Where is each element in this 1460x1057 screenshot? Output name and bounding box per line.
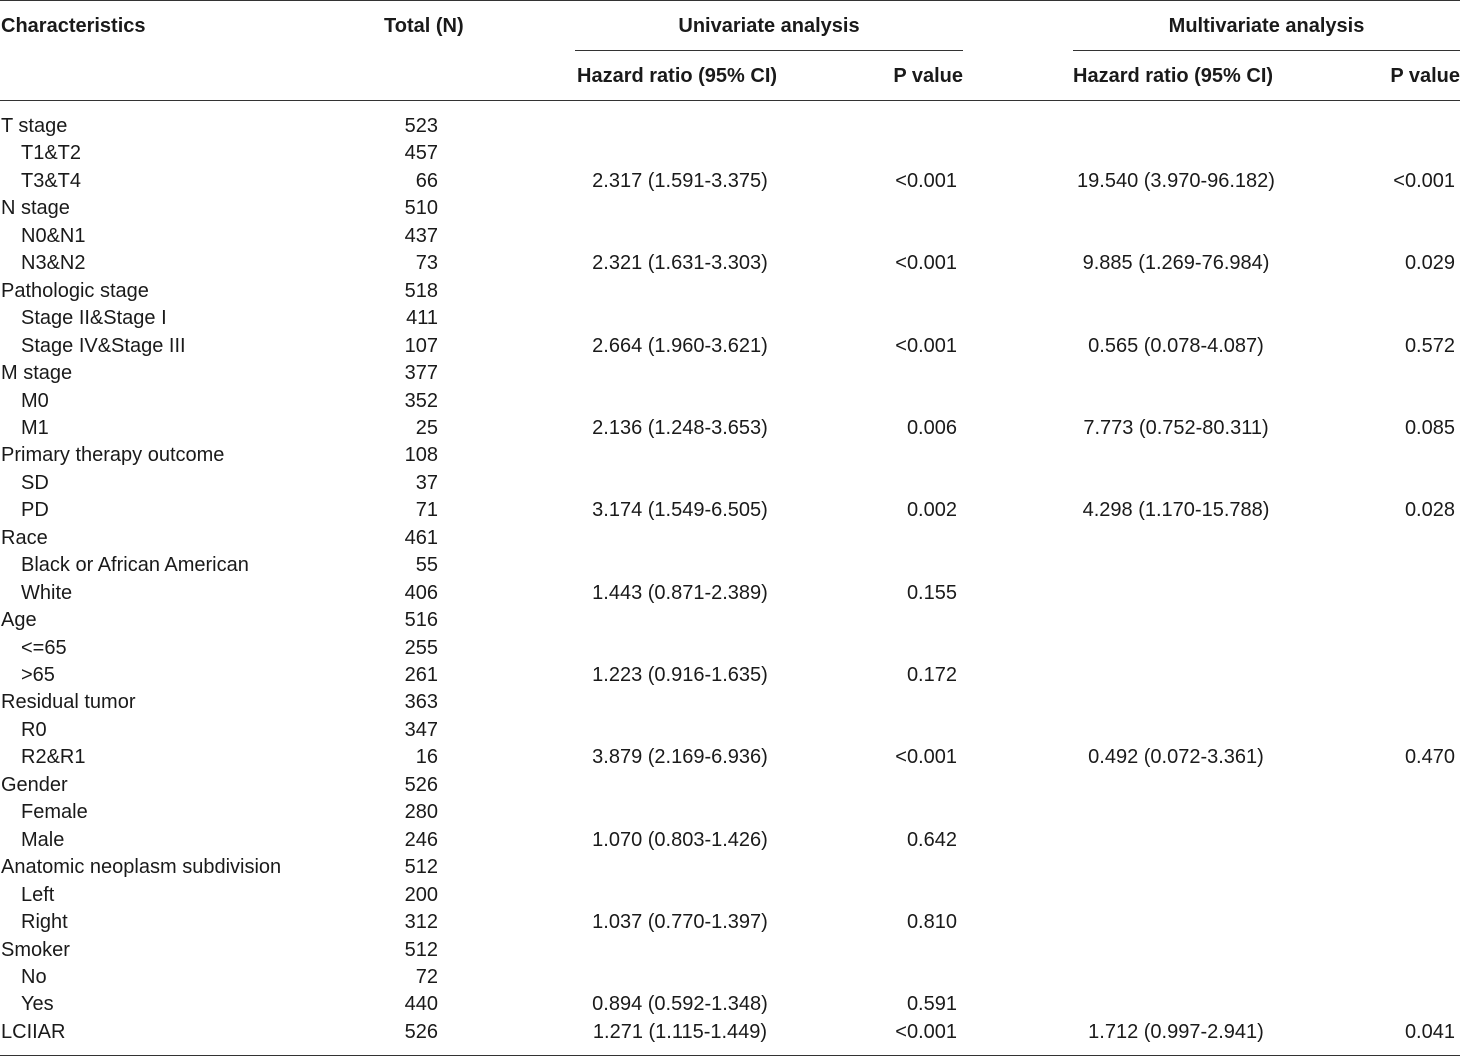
row-characteristic: >65: [21, 664, 55, 686]
row-multi-p-value: 0.029: [1404, 252, 1455, 274]
row-uni-hazard-ratio: 3.174 (1.549-6.505): [592, 499, 768, 521]
row-uni-p-value: <0.001: [895, 1021, 957, 1043]
header-multi-hazard-ratio: Hazard ratio (95% CI): [1073, 65, 1274, 87]
header-univariate: Univariate analysis: [678, 15, 860, 37]
row-characteristic: Left: [21, 884, 55, 906]
header-characteristics: Characteristics: [1, 15, 146, 37]
row-characteristic: Stage II&Stage I: [21, 307, 167, 329]
row-characteristic: <=65: [21, 637, 67, 659]
row-characteristic: Primary therapy outcome: [1, 444, 225, 466]
row-characteristic: Yes: [21, 993, 54, 1015]
row-characteristic: M1: [21, 417, 49, 439]
row-uni-hazard-ratio: 2.317 (1.591-3.375): [592, 170, 768, 192]
row-total: 510: [404, 197, 438, 219]
row-uni-hazard-ratio: 1.443 (0.871-2.389): [592, 582, 768, 604]
row-characteristic: M stage: [1, 362, 73, 384]
row-uni-hazard-ratio: 1.223 (0.916-1.635): [592, 664, 768, 686]
row-characteristic: T1&T2: [21, 142, 82, 164]
row-characteristic: N0&N1: [21, 225, 86, 247]
row-multi-p-value: 0.041: [1404, 1021, 1455, 1043]
header-multivariate: Multivariate analysis: [1168, 15, 1365, 37]
row-multi-p-value: 0.572: [1404, 335, 1455, 357]
row-multi-hazard-ratio: 9.885 (1.269-76.984): [1082, 252, 1270, 274]
row-uni-p-value: 0.006: [906, 417, 957, 439]
row-multi-p-value: 0.470: [1404, 746, 1455, 768]
row-characteristic: T3&T4: [21, 170, 82, 192]
header-total: Total (N): [384, 15, 464, 37]
row-characteristic: Smoker: [1, 939, 70, 961]
row-characteristic: Age: [1, 609, 37, 631]
row-total: 66: [415, 170, 438, 192]
row-uni-hazard-ratio: 0.894 (0.592-1.348): [592, 993, 768, 1015]
row-characteristic: LCIIAR: [1, 1021, 66, 1043]
row-total: 312: [404, 911, 438, 933]
row-total: 37: [415, 472, 438, 494]
row-uni-p-value: 0.172: [906, 664, 957, 686]
row-characteristic: Black or African American: [21, 554, 249, 576]
row-total: 108: [404, 444, 438, 466]
row-characteristic: Anatomic neoplasm subdivision: [1, 856, 282, 878]
row-characteristic: T stage: [1, 115, 68, 137]
row-characteristic: Male: [21, 829, 65, 851]
row-characteristic: R2&R1: [21, 746, 86, 768]
row-total: 377: [404, 362, 438, 384]
header-uni-hazard-ratio: Hazard ratio (95% CI): [577, 65, 778, 87]
row-total: 457: [404, 142, 438, 164]
row-multi-hazard-ratio: 1.712 (0.997-2.941): [1088, 1021, 1264, 1043]
row-characteristic: Residual tumor: [1, 691, 136, 713]
row-total: 440: [404, 993, 438, 1015]
row-characteristic: White: [21, 582, 73, 604]
header-bottom-rule: [0, 100, 1460, 101]
row-multi-hazard-ratio: 0.565 (0.078-4.087): [1088, 335, 1264, 357]
row-uni-p-value: <0.001: [895, 746, 957, 768]
row-total: 518: [404, 280, 438, 302]
header-uni-p-value: P value: [893, 65, 963, 87]
row-characteristic: Race: [1, 527, 48, 549]
row-total: 200: [404, 884, 438, 906]
row-characteristic: PD: [21, 499, 49, 521]
row-characteristic: Right: [21, 911, 68, 933]
row-uni-p-value: 0.591: [906, 993, 957, 1015]
row-characteristic: N stage: [1, 197, 70, 219]
row-total: 246: [404, 829, 438, 851]
row-characteristic: No: [21, 966, 47, 988]
row-characteristic: M0: [21, 390, 49, 412]
row-uni-p-value: <0.001: [895, 170, 957, 192]
row-total: 352: [404, 390, 438, 412]
row-total: 516: [404, 609, 438, 631]
row-uni-hazard-ratio: 3.879 (2.169-6.936): [592, 746, 768, 768]
row-characteristic: SD: [21, 472, 49, 494]
row-total: 73: [415, 252, 438, 274]
row-total: 526: [404, 774, 438, 796]
row-total: 512: [404, 939, 438, 961]
row-characteristic: Stage IV&Stage III: [21, 335, 186, 357]
row-characteristic: N3&N2: [21, 252, 86, 274]
row-total: 363: [404, 691, 438, 713]
row-multi-p-value: <0.001: [1393, 170, 1455, 192]
row-total: 411: [406, 307, 438, 329]
row-total: 261: [404, 664, 438, 686]
row-total: 406: [404, 582, 438, 604]
row-total: 71: [415, 499, 438, 521]
row-multi-hazard-ratio: 4.298 (1.170-15.788): [1082, 499, 1270, 521]
row-uni-p-value: 0.155: [906, 582, 957, 604]
row-multi-hazard-ratio: 19.540 (3.970-96.182): [1077, 170, 1275, 192]
row-uni-hazard-ratio: 1.037 (0.770-1.397): [592, 911, 768, 933]
row-characteristic: Pathologic stage: [1, 280, 149, 302]
row-uni-hazard-ratio: 2.136 (1.248-3.653): [592, 417, 768, 439]
row-uni-p-value: 0.642: [906, 829, 957, 851]
row-total: 16: [415, 746, 438, 768]
top-rule: [0, 0, 1460, 1]
header-multi-p-value: P value: [1390, 65, 1460, 87]
row-uni-p-value: <0.001: [895, 252, 957, 274]
row-uni-hazard-ratio: 2.664 (1.960-3.621): [592, 335, 768, 357]
row-total: 280: [404, 801, 438, 823]
row-multi-p-value: 0.028: [1404, 499, 1455, 521]
row-characteristic: Gender: [1, 774, 68, 796]
multivariate-group-rule: [1073, 50, 1460, 51]
row-total: 107: [404, 335, 438, 357]
row-uni-hazard-ratio: 1.271 (1.115-1.449): [592, 1021, 768, 1043]
row-total: 72: [415, 966, 438, 988]
row-multi-p-value: 0.085: [1404, 417, 1455, 439]
row-total: 25: [415, 417, 438, 439]
bottom-rule: [0, 1055, 1460, 1056]
row-uni-hazard-ratio: 1.070 (0.803-1.426): [592, 829, 768, 851]
row-multi-hazard-ratio: 0.492 (0.072-3.361): [1088, 746, 1264, 768]
row-total: 55: [415, 554, 438, 576]
row-total: 526: [404, 1021, 438, 1043]
row-total: 461: [404, 527, 438, 549]
row-characteristic: R0: [21, 719, 47, 741]
row-uni-hazard-ratio: 2.321 (1.631-3.303): [592, 252, 768, 274]
row-multi-hazard-ratio: 7.773 (0.752-80.311): [1083, 417, 1269, 439]
row-uni-p-value: 0.002: [906, 499, 957, 521]
row-total: 347: [404, 719, 438, 741]
row-total: 523: [404, 115, 438, 137]
row-total: 437: [404, 225, 438, 247]
univariate-group-rule: [575, 50, 963, 51]
row-total: 512: [404, 856, 438, 878]
row-total: 255: [404, 637, 438, 659]
row-uni-p-value: <0.001: [895, 335, 957, 357]
row-uni-p-value: 0.810: [906, 911, 957, 933]
row-characteristic: Female: [21, 801, 88, 823]
